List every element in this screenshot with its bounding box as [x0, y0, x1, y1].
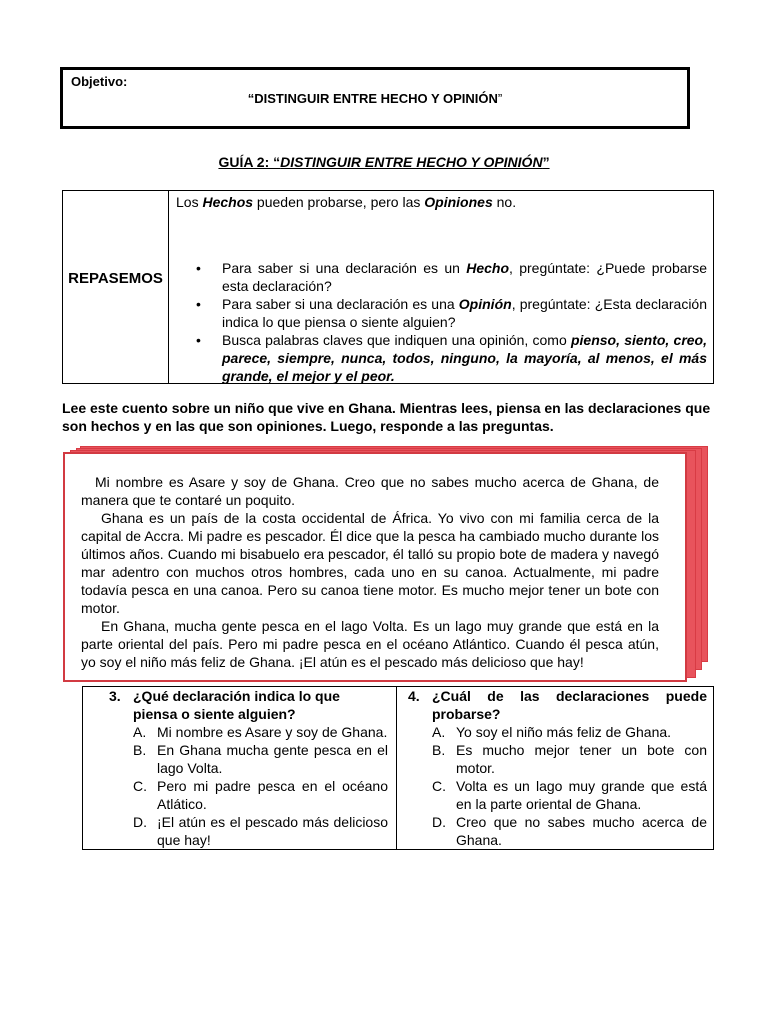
bullet1-text-a: Para saber si una declaración es un — [222, 260, 467, 276]
objective-label: Objetivo: — [71, 74, 128, 89]
review-label-cell — [63, 191, 169, 383]
question-3-option-c[interactable] — [133, 777, 388, 813]
question-3-option-d[interactable] — [133, 813, 388, 849]
option-letter: D. — [133, 814, 147, 830]
guide-suffix: ” — [542, 154, 550, 170]
option-letter: D. — [432, 814, 446, 830]
intro-text-1: Los — [176, 194, 203, 210]
question-3-option-a[interactable] — [133, 723, 388, 741]
question-4-option-a[interactable] — [432, 723, 707, 741]
question-3-options — [133, 723, 388, 849]
bullet2-text-c: , pregúntate: ¿Esta declaración indica lo que piensa o siente alguien? — [222, 296, 707, 330]
objective-box — [60, 67, 690, 129]
story-paragraph-2: Ghana es un país de la costa occidental de África. Yo vivo con mi familia cerca de la capital de Accra. Mi padre es pescador. Él dice que la pesca ha cambiado mucho durante los últimos años. Cuando mi bisabuelo era pescador, él talló su propio bote de madera y navegó mar adentro con muchos otros hombres, cada uno en su canoa. Actualmente, mi padre todavía pesca en una canoa. Pero su canoa tiene motor. Es mucho mejor tener un bote con motor. — [81, 510, 659, 616]
option-text: Creo que no sabes mucho acerca de Ghana. — [456, 814, 707, 848]
question-4-option-d[interactable] — [432, 813, 707, 849]
review-label: REPASEMOS — [68, 270, 163, 287]
question-4-text: ¿Cuál de las declaraciones puede probarse? — [432, 688, 707, 722]
question-3-option-b[interactable] — [133, 741, 388, 777]
question-4-options — [432, 723, 707, 849]
question-3-text: ¿Qué declaración indica lo que piensa o siente alguien? — [133, 688, 340, 722]
option-letter: C. — [432, 778, 446, 794]
intro-text-3: no. — [492, 194, 517, 210]
objective-close-quote: ” — [497, 91, 503, 106]
story-paragraph-1: Mi nombre es Asare y soy de Ghana. Creo que no sabes mucho acerca de Ghana, de manera que te contaré un poquito. — [81, 474, 659, 508]
objective-text — [63, 91, 687, 106]
option-letter: A. — [432, 724, 446, 740]
intro-opiniones: Opiniones — [424, 194, 493, 210]
guide-title — [0, 154, 768, 170]
option-letter: B. — [432, 742, 446, 758]
story-paragraph-3: En Ghana, mucha gente pesca en el lago Volta. Es un lago muy grande que está en la parte oriental del país. Pero mi padre pesca en el océano Atlántico. Cuando él pesca atún, yo soy el niño más feliz de Ghana. ¡El atún es el pescado más delicioso que hay! — [81, 618, 659, 670]
bullet2-opinion: Opinión — [458, 296, 512, 312]
intro-hechos: Hechos — [202, 194, 254, 210]
story-text — [81, 473, 659, 671]
option-text: En Ghana mucha gente pesca en el lago Volta. — [157, 742, 388, 776]
question-4-cell — [398, 687, 713, 849]
review-content-cell — [170, 191, 713, 383]
objective-title: “DISTINGUIR ENTRE HECHO Y OPINIÓN — [247, 91, 498, 106]
option-text: Pero mi padre pesca en el océano Atlático. — [157, 778, 388, 812]
question-4-number: 4. — [408, 688, 420, 704]
review-intro — [176, 193, 516, 211]
question-3-number: 3. — [109, 688, 121, 704]
option-letter: B. — [133, 742, 147, 758]
bullet1-text-c: , pregúntate: ¿Puede probarse esta declaración? — [222, 260, 707, 294]
review-bullet-keywords — [196, 331, 707, 385]
review-bullet-opinion — [196, 295, 707, 331]
option-letter: A. — [133, 724, 147, 740]
guide-title-text: DISTINGUIR ENTRE HECHO Y OPINIÓN — [280, 154, 543, 170]
review-bullet-fact — [196, 259, 707, 295]
question-4-option-c[interactable] — [432, 777, 707, 813]
option-text: Yo soy el niño más feliz de Ghana. — [456, 724, 672, 740]
option-text: ¡El atún es el pescado más delicioso que hay! — [157, 814, 388, 848]
review-table — [62, 190, 714, 384]
option-text: Mi nombre es Asare y soy de Ghana. — [157, 724, 388, 740]
bullet3-keywords: pienso, siento, creo, parece, siempre, nunca, todos, ninguno, la mayoría, al menos, el más grande, el mejor y el peor. — [222, 332, 707, 384]
option-letter: C. — [133, 778, 147, 794]
story-box — [63, 452, 687, 682]
bullet2-text-a: Para saber si una declaración es una — [222, 296, 459, 312]
option-text: Volta es un lago muy grande que está en la parte oriental de Ghana. — [456, 778, 707, 812]
question-4-option-b[interactable] — [432, 741, 707, 777]
reading-instruction: Lee este cuento sobre un niño que vive en Ghana. Mientras lees, piensa en las declaraciones que son hechos y en las que son opiniones. Luego, responde a las preguntas. — [62, 400, 711, 434]
guide-prefix: GUÍA 2: “ — [218, 154, 281, 170]
questions-table — [82, 686, 714, 850]
review-list — [196, 259, 707, 385]
bullet3-text-a: Busca palabras claves que indiquen una opinión, como — [222, 332, 571, 348]
question-3-cell — [83, 687, 397, 849]
intro-text-2: pueden probarse, pero las — [253, 194, 425, 210]
option-text: Es mucho mejor tener un bote con motor. — [456, 742, 707, 776]
bullet1-hecho: Hecho — [466, 260, 510, 276]
